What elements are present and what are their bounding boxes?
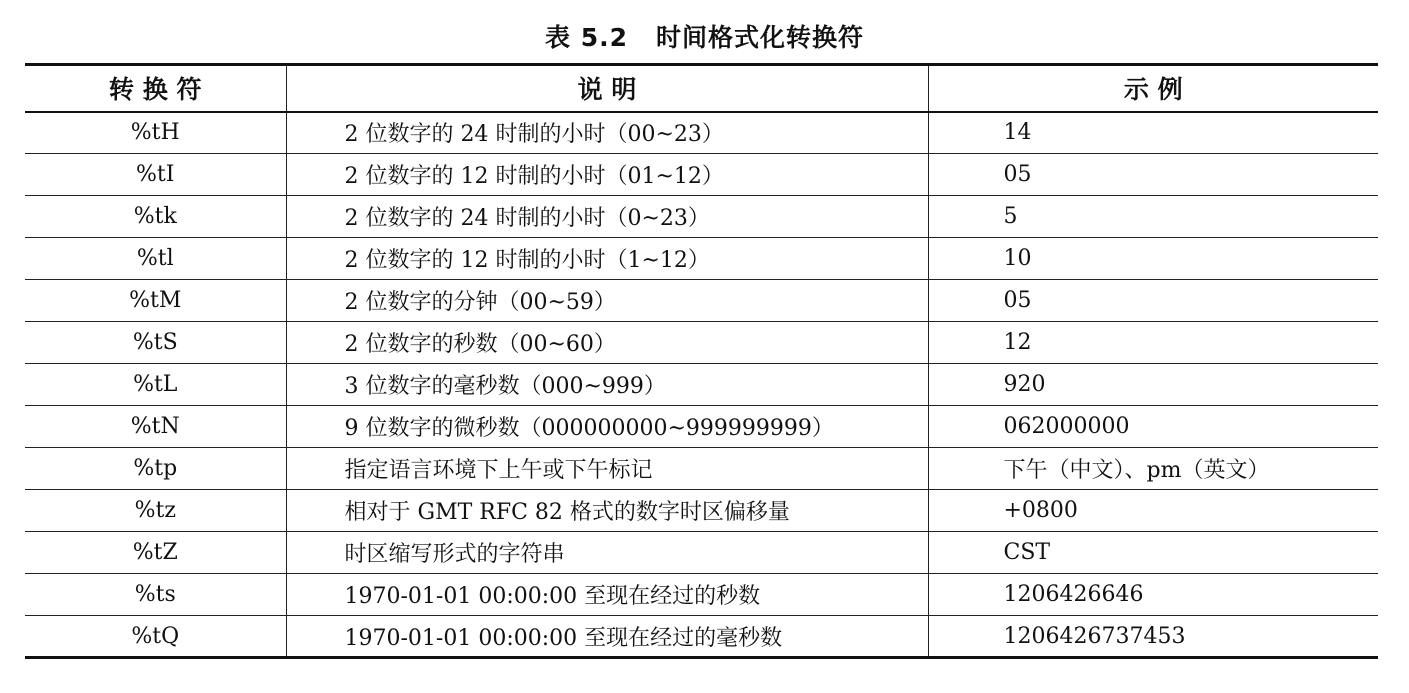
header-row (25, 65, 1378, 112)
cell-example: CST (928, 532, 1378, 574)
cell-example: 920 (928, 364, 1378, 406)
cell-description: 指定语言环境下上午或下午标记 (286, 448, 928, 490)
header-specifier: 转 换 符 (25, 65, 286, 112)
cell-description: 1970-01-01 00:00:00 至现在经过的毫秒数 (286, 616, 928, 658)
cell-example: 1206426737453 (928, 616, 1378, 658)
table-row (25, 196, 1378, 238)
table-row (25, 490, 1378, 532)
table-row (25, 322, 1378, 364)
cell-example: 1206426646 (928, 574, 1378, 616)
cell-description: 2 位数字的分钟（00~59） (286, 280, 928, 322)
table-title: 时间格式化转换符 (655, 23, 864, 52)
cell-example: 10 (928, 238, 1378, 280)
cell-specifier: %tZ (25, 532, 286, 574)
cell-description: 2 位数字的 12 时制的小时（1~12） (286, 238, 928, 280)
cell-description: 时区缩写形式的字符串 (286, 532, 928, 574)
cell-specifier: %tM (25, 280, 286, 322)
cell-example: 5 (928, 196, 1378, 238)
cell-example: 05 (928, 280, 1378, 322)
header-description: 说 明 (286, 65, 928, 112)
table-row (25, 238, 1378, 280)
cell-specifier: %tl (25, 238, 286, 280)
table-caption (0, 20, 1409, 56)
cell-specifier: %tS (25, 322, 286, 364)
table-row (25, 406, 1378, 448)
cell-description: 2 位数字的 12 时制的小时（01~12） (286, 154, 928, 196)
table-row (25, 448, 1378, 490)
cell-example: 14 (928, 112, 1378, 154)
cell-specifier: %tL (25, 364, 286, 406)
table-row (25, 154, 1378, 196)
table-row (25, 532, 1378, 574)
table-row (25, 112, 1378, 154)
table-row (25, 280, 1378, 322)
cell-specifier: %tI (25, 154, 286, 196)
cell-description: 2 位数字的 24 时制的小时（00~23） (286, 112, 928, 154)
table-row (25, 574, 1378, 616)
cell-specifier: %tp (25, 448, 286, 490)
cell-specifier: %ts (25, 574, 286, 616)
header-example: 示 例 (928, 65, 1378, 112)
cell-specifier: %tN (25, 406, 286, 448)
cell-description: 3 位数字的毫秒数（000~999） (286, 364, 928, 406)
cell-specifier: %tz (25, 490, 286, 532)
cell-specifier: %tH (25, 112, 286, 154)
cell-example: 05 (928, 154, 1378, 196)
cell-description: 1970-01-01 00:00:00 至现在经过的秒数 (286, 574, 928, 616)
table-number: 表 5.2 (544, 23, 628, 52)
cell-description: 相对于 GMT RFC 82 格式的数字时区偏移量 (286, 490, 928, 532)
cell-example: 062000000 (928, 406, 1378, 448)
cell-description: 2 位数字的秒数（00~60） (286, 322, 928, 364)
cell-example: 12 (928, 322, 1378, 364)
time-format-table (25, 63, 1378, 659)
cell-specifier: %tQ (25, 616, 286, 658)
cell-example: 下午（中文）、pm（英文） (928, 448, 1378, 490)
cell-description: 2 位数字的 24 时制的小时（0~23） (286, 196, 928, 238)
cell-description: 9 位数字的微秒数（000000000~999999999） (286, 406, 928, 448)
table-row (25, 364, 1378, 406)
cell-specifier: %tk (25, 196, 286, 238)
table-row (25, 616, 1378, 658)
cell-example: +0800 (928, 490, 1378, 532)
